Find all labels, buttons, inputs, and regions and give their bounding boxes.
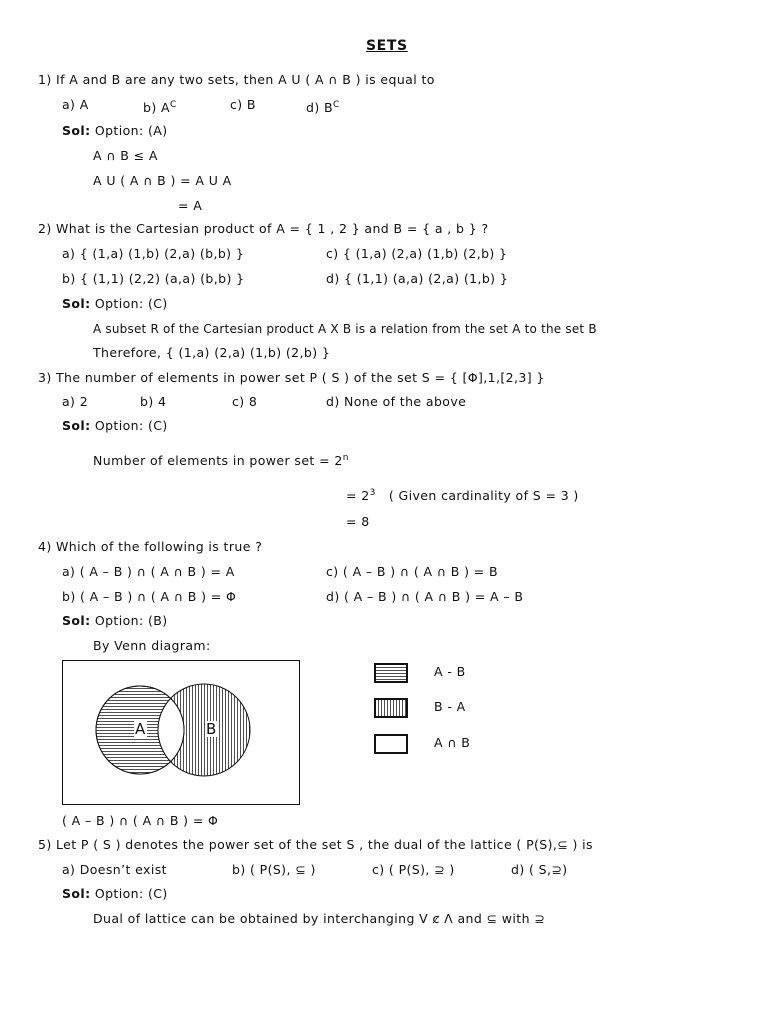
legend-label-intersection: A ∩ B (434, 735, 471, 750)
q1-step-1: A ∩ B ≤ A (93, 148, 158, 163)
q3-solution: Sol: Option: (C) (62, 418, 168, 433)
q3-option-d: d) None of the above (326, 394, 467, 409)
q2-question: 2) What is the Cartesian product of A = { 1 , 2 } and B = { a , b } ? (38, 221, 489, 236)
q1-question: 1) If A and B are any two sets, then A U ( A ∩ B ) is equal to (38, 72, 435, 87)
q2-solution: Sol: Option: (C) (62, 296, 168, 311)
q1-step-3: = A (178, 198, 203, 213)
q4-question: 4) Which of the following is true ? (38, 539, 263, 554)
q2-option-c: c) { (1,a) (2,a) (1,b) (2,b) } (326, 246, 508, 261)
venn-diagram (62, 660, 300, 805)
q2-option-d: d) { (1,1) (a,a) (2,a) (1,b) } (326, 271, 509, 286)
legend-swatch-intersection (374, 734, 408, 754)
venn-heading: By Venn diagram: (93, 638, 211, 653)
q4-option-a: a) ( A – B ) ∩ ( A ∩ B ) = A (62, 564, 235, 579)
q5-option-d: d) ( S,⊇) (511, 862, 568, 877)
q3-question: 3) The number of elements in power set P ( S ) of the set S = { [Φ],1,[2,3] } (38, 370, 545, 385)
legend-swatch-a-minus-b (374, 663, 408, 683)
q5-explanation: Dual of lattice can be obtained by interchanging V ȼ Λ and ⊆ with ⊇ (93, 911, 546, 926)
q3-option-a: a) 2 (62, 394, 89, 409)
q2-option-a: a) { (1,a) (1,b) (2,a) (b,b) } (62, 246, 245, 261)
q1-step-2: A U ( A ∩ B ) = A U A (93, 173, 232, 188)
q2-option-b: b) { (1,1) (2,2) (a,a) (b,b) } (62, 271, 245, 286)
venn-label-b: B (206, 720, 217, 738)
legend-label-a-minus-b: A - B (434, 664, 466, 679)
q3-option-b: b) 4 (140, 394, 167, 409)
q3-step-2: = $2^3$ ( Given cardinality of S = 3 ) (346, 488, 579, 504)
q3-step-3: = 8 (346, 514, 370, 529)
venn-label-a: A (135, 720, 146, 738)
q4-option-d: d) ( A – B ) ∩ ( A ∩ B ) = A – B (326, 589, 524, 604)
q4-option-b: b) ( A – B ) ∩ ( A ∩ B ) = Φ (62, 589, 237, 604)
q1-option-c: c) B (230, 97, 256, 112)
q4-result: ( A – B ) ∩ ( A ∩ B ) = Φ (62, 813, 219, 828)
q5-solution: Sol: Option: (C) (62, 886, 168, 901)
q3-option-c: c) 8 (232, 394, 258, 409)
legend-label-b-minus-a: B - A (434, 699, 466, 714)
q5-option-b: b) ( P(S), ⊆ ) (232, 862, 316, 877)
q1-option-a: a) A (62, 97, 89, 112)
q1-option-b: b) $A^C$ (143, 100, 177, 116)
q5-question: 5) Let P ( S ) denotes the power set of the set S , the dual of the lattice ( P(S),⊆ ) is (38, 837, 593, 852)
q4-solution: Sol: Option: (B) (62, 613, 168, 628)
q2-therefore: Therefore, { (1,a) (2,a) (1,b) (2,b) } (93, 345, 331, 360)
page-title: SETS (366, 38, 408, 54)
q1-solution: Sol: Option: (A) (62, 123, 168, 138)
q5-option-a: a) Doesn’t exist (62, 862, 167, 877)
q2-explanation: A subset R of the Cartesian product A X B is a relation from the set A to the set B (93, 322, 597, 336)
q4-option-c: c) ( A – B ) ∩ ( A ∩ B ) = B (326, 564, 498, 579)
q5-option-c: c) ( P(S), ⊇ ) (372, 862, 455, 877)
legend-swatch-b-minus-a (374, 698, 408, 718)
q3-step-1: Number of elements in power set = $2^n$ (93, 453, 349, 469)
q1-option-d: d) $B^C$ (306, 100, 340, 116)
